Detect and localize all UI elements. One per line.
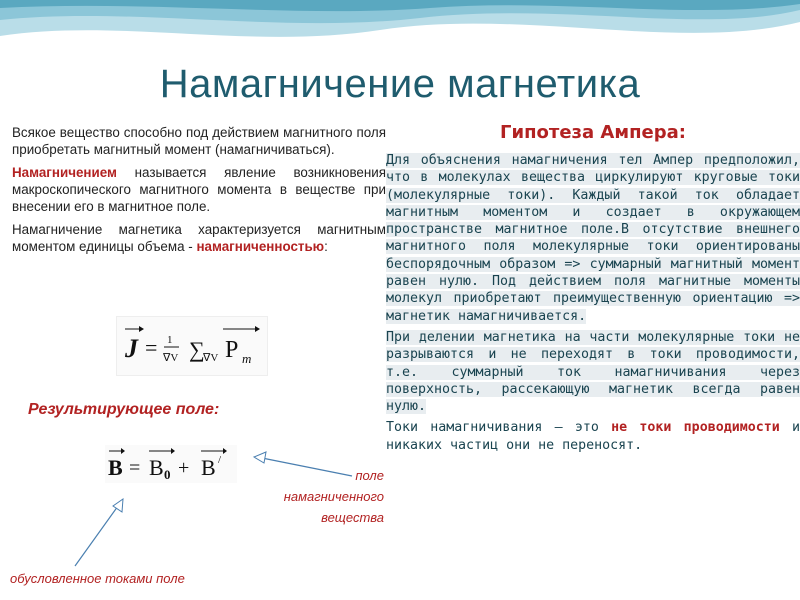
formula-result-field: [105, 445, 237, 483]
formula-magnetization: [116, 316, 268, 376]
colon: :: [324, 239, 328, 254]
right-paragraph-3a: Токи намагничивания – это: [386, 420, 612, 436]
formula-sum-sub: ∇V: [203, 352, 219, 364]
formula2-plus: +: [178, 457, 190, 479]
term-magnetization-density: намагниченностью: [196, 239, 325, 254]
formula-p: P: [225, 337, 239, 363]
formula2-b0-sub: 0: [164, 467, 171, 482]
formula-p-sub: m: [242, 351, 252, 366]
formula2-prime: /: [218, 454, 222, 466]
label-line-1: поле: [355, 468, 384, 483]
label-magnetized-field: [284, 465, 384, 528]
left-column: [12, 124, 386, 261]
formula2-bprime: B: [201, 455, 216, 480]
label-line-3: вещества: [321, 510, 384, 525]
paragraph-3-text: Намагничение магнетика характеризуется магнитным моментом единицы объема -: [12, 222, 386, 254]
formula2-eq: =: [129, 457, 141, 479]
label-line-2: намагниченного: [283, 489, 384, 504]
term-magnetization: Намагничением: [12, 165, 117, 180]
right-paragraph-1: [386, 152, 800, 325]
right-paragraph-3: [386, 419, 800, 454]
right-paragraph-1a: Для объяснения намагничения тел Ампер предположил, что в молекулах вещества циркулируют круговые токи (молекулярные токи). Каждый такой ток обладает магнитным моментом и создает в окружающем пространстве магнитное поле.: [386, 153, 800, 238]
formula-frac-den: ∇V: [163, 352, 179, 364]
paragraph-2: [12, 164, 386, 215]
ampere-hypothesis-title: Гипотеза Ампера:: [500, 122, 686, 143]
ampere-text: [386, 152, 800, 454]
header-waves: [0, 0, 800, 60]
formula-eq: =: [145, 335, 158, 360]
formula-frac-num: 1: [167, 334, 173, 346]
term-not-conduction-currents: не токи проводимости: [611, 420, 780, 436]
paragraph-1: Всякое вещество способно под действием магнитного поля приобретать магнитный момент (намагничиваться).: [12, 125, 386, 157]
right-paragraph-1b: В отсутствие внешнего магнитного поля молекулярные токи ориентированы беспорядочным образом => суммарный магнитный момент равен нулю. Под действием поля магнитные моменты молекул приобретают преимущественную ориентацию => магнетик намагничивается.: [386, 222, 800, 324]
right-paragraph-2-text: При делении магнетика на части молекулярные токи не разрываются и не переходят в токи проводимости, т.е. суммарный ток намагничивания через поверхность, рассекающую магнетик всегда равен нулю.: [386, 329, 800, 415]
formula-j: J: [125, 334, 138, 363]
paragraph-3: [12, 221, 386, 255]
page-title: Намагничение магнетика: [159, 62, 641, 106]
result-field-heading: Результирующее поле:: [28, 401, 220, 418]
right-column: [386, 122, 800, 458]
paragraph-2-text: называется явление возникновения макроскопического магнитного момента в веществе при внесении его в магнитное поле.: [12, 165, 386, 214]
right-paragraph-3c: и никаких частиц они не переносят.: [386, 420, 800, 453]
formula2-b0: B: [149, 455, 164, 480]
right-paragraph-2: [386, 329, 800, 415]
label-current-field: обусловленное токами поле: [10, 571, 185, 586]
formula-sum: ∑: [189, 337, 205, 362]
formula2-b: B: [108, 455, 123, 480]
